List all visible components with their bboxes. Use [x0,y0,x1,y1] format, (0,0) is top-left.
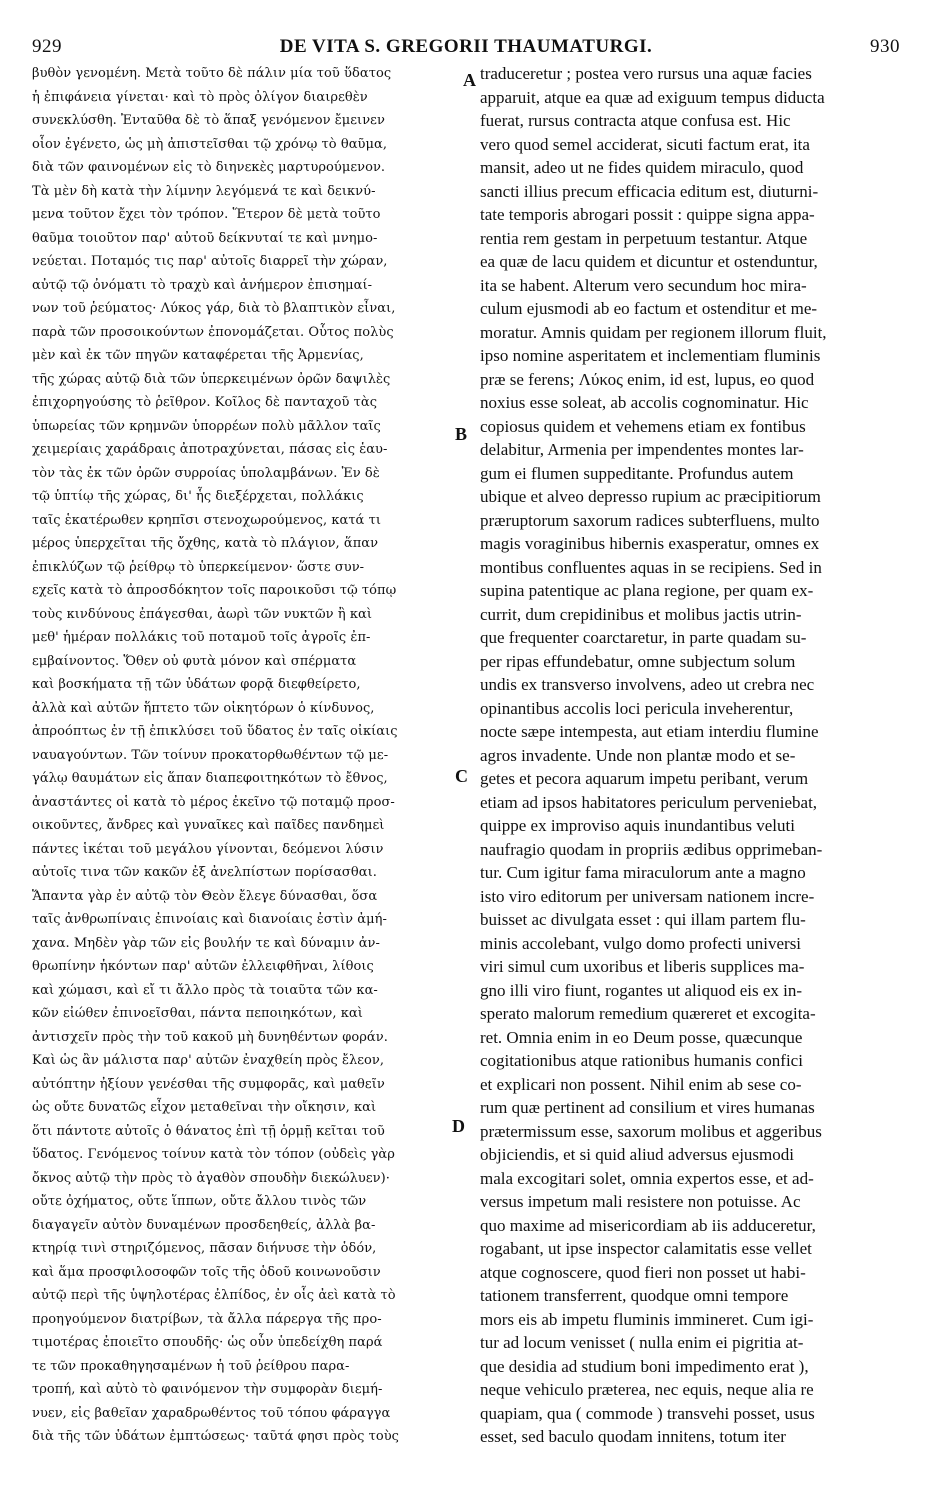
greek-text-line: θαῦμα τοιοῦτον παρ' αὐτοῦ δείκνυταί τε καὶ μνημο- [32,230,378,246]
greek-text-line: αὐτοῖς τινα τῶν κακῶν ἐξ ἀνελπίστων πορίσασθαι. [32,865,377,880]
latin-text-line: atque cognoscere, quod fieri non posset ut habi- [480,1262,806,1282]
greek-text-line: ὑπωρείας τῶν κρημνῶν ὑπορρέων πολὺ μᾶλλον ταῖς [32,418,381,434]
greek-text-line: νυεν, εἰς βαθεῖαν χαραδρωθέντος τοῦ τόπου φάραγγα [32,1405,391,1421]
latin-text-line: moratur. Amnis quidam per regionem illorum fluit, [480,322,827,342]
greek-text-line: τιμοτέρας ἐποιεῖτο σπουδῆς· ὡς οὖν ὑπεδείχθη παρά [32,1335,383,1350]
section-marker-d: D [452,1116,465,1136]
latin-text-line: undis ex transverso involvens, adeo ut crebra nec [480,675,815,694]
greek-text-line: Καὶ ὡς ἂν μάλιστα παρ' αὐτῶν ἐναχθείη πρὸς ἔλεον, [32,1053,385,1068]
greek-text-line: οικοῦντες, ἄνδρες καὶ γυναῖκες καὶ παῖδες πανδημεὶ [32,818,385,833]
latin-text-line: minis accolebant, vulgo domo profecti universi [480,933,802,953]
greek-text-line: καὶ βοσκήματα τῇ τῶν ὑδάτων φορᾷ διεφθείρετο, [32,677,361,692]
latin-text-line: rentia rem gestam in perpetuum testantur. Atque [480,228,808,248]
latin-text-line: currit, dum crepidinibus et molibus jactis utrin- [480,604,802,624]
latin-text-line: quippe ex improviso aquis inundantibus veluti [480,816,795,835]
latin-text-line: præruptorum saxorum radices subterfluens, multo [480,510,820,530]
greek-text-line: αὐτόπτην ἠξίουν γενέσθαι τῆς συμφορᾶς, καὶ μαθεῖν [32,1076,385,1092]
greek-text-line: οὔτε ὀχήματος, οὔτε ἵππων, οὔτε ἄλλου τινὸς τῶν [32,1194,367,1209]
greek-text-line: τῷ ὑπτίῳ τῆς χώρας, δι' ἧς διεξέρχεται, πολλάκις [32,489,364,504]
greek-text-line: νεύεται. Ποταμός τις παρ' αὐτοῖς διαρρεῖ τὴν χώραν, [32,254,388,269]
latin-text-line: ubique et alveo depresso rupium ac præcipitiorum [480,487,821,506]
greek-text-line: ἐπιχορηγούσης τὸ ῥεῖθρον. Κοῖλος δὲ πανταχοῦ τὰς [32,395,378,410]
running-title: DE VITA S. GREGORII THAUMATURGI. [279,36,653,57]
greek-text-line: ὡς οὔτε δυνατῶς εἶχον μεταθεῖναι τὴν οἴκησιν, καὶ [32,1100,377,1115]
latin-text-line: sancti illius precum efficacia editum est, diuturni- [480,181,819,201]
greek-text-line: αὐτῷ περὶ τῆς ὑψηλοτέρας ἐλπίδος, ἐν οἷς ἀεὶ κατὰ τὸ [32,1288,396,1303]
latin-text-line: prætermissum esse, saxorum molibus et aggeribus [480,1121,822,1141]
greek-text-line: εχεῖς κατὰ τὸ ἀπροσδόκητον τοῖς παροικοῦσι τῷ τόπῳ [32,583,397,598]
greek-text-line: διαγαγεῖν αὐτὸν δυναμένων προσδεηθείς, ἀλλὰ βα- [32,1217,376,1233]
latin-text-line: ipso nomine asperitatem et inclementiam fluminis [480,346,821,365]
greek-text-line: ταῖς ἑκατέρωθεν κρηπῖσι στενοχωρούμενος, κατά τι [32,512,381,528]
latin-text-line: etiam ad ipsos habitatores periculum perveniebat, [480,792,818,812]
running-header [32,34,900,60]
greek-text-line: κτηρίᾳ τινὶ στηριζόμενος, πᾶσαν διήνυσε τὴν ὁδόν, [32,1241,377,1256]
latin-text-line: opinantibus accolis loci pericula inveherentur, [480,698,794,718]
greek-text-line: κῶν εἰώθεν ἐπινοεῖσθαι, πάντα πεποιηκότων, καὶ [32,1006,363,1021]
latin-text-line: mansit, adeo ut ne fides quidem miraculo, quod [480,158,804,177]
right-page-number: 930 [870,36,900,57]
latin-text-line: quapiam, qua ( commode ) transvehi posset, usus [480,1403,815,1423]
latin-text-line: magis voraginibus hibernis exasperatur, omnes ex [480,534,820,553]
latin-text-line: neque vehiculo præterea, nec equis, neque alia re [480,1380,814,1399]
latin-text-line: objiciendis, et si quid aliud adversus ejusmodi [480,1145,794,1164]
greek-text-line: ὄκνος αὐτῷ τὴν πρὸς τὸ ἀγαθὸν σπουδὴν διεκώλυεν)· [32,1170,390,1186]
greek-text-line: ἡ ἐπιφάνεια γίνεται· καὶ τὸ πρὸς ὀλίγον διαιρεθὲν [32,89,368,105]
greek-text-line: οἷον ἐγένετο, ὡς μὴ ἀπιστεῖσθαι τῷ χρόνῳ τὸ θαῦμα, [32,136,388,152]
latin-text-line: fuerat, rursus contracta atque confusa est. Hic [480,111,791,130]
greek-text-line: πάντες ἱκέται τοῦ μεγάλου γίνονται, δεόμενοι λύσιν [32,841,384,857]
greek-text-line: ὕδατος. Γενόμενος τοίνυν κατὰ τὸν τόπον (οὐδεὶς γὰρ [32,1147,395,1162]
greek-text-line: μὲν καὶ ἐκ τῶν πηγῶν καταφέρεται τῆς Ἀρμενίας, [32,348,364,363]
latin-text-line: que frequenter coarctaretur, in parte quadam su- [480,628,807,647]
greek-text-line: τε τῶν προκαθηγησαμένων ἡ τοῦ ῥείθρου παρα- [32,1358,350,1374]
latin-text-line: culum ejusmodi ab eo factum et ostenditur et me- [480,299,818,318]
latin-text-line: gum ei flumen suppeditante. Profundus autem [480,463,794,483]
greek-text-line: ἀναστάντες οἱ κατὰ τὸ μέρος ἐκεῖνο τῷ ποταμῷ προσ- [32,794,395,810]
greek-text-line: θρωπίνην ἡκόντων παρ' αὐτῶν ἐλλειφθῆναι, λίθοις [32,959,374,974]
latin-text-line: ita se habent. Alterum vero secundum hoc mira- [480,275,807,295]
latin-text-line: traduceretur ; postea vero rursus una aquæ facies [480,64,812,83]
latin-text-line: per ripas effundebatur, omne subjectum solum [480,651,796,671]
greek-text-line: Τὰ μὲν δὴ κατὰ τὴν λίμνην λεγόμενά τε καὶ δεικνύ- [32,183,376,199]
greek-text-line: καὶ χώμασι, καὶ εἴ τι ἄλλο πρὸς τὰ τοιαῦτα τῶν κα- [32,982,378,998]
latin-text-line: mala excogitari solet, omnia expertos esse, et ad- [480,1168,814,1188]
greek-text-line: νων τοῦ ῥεύματος· Λύκος γάρ, διὰ τὸ βλαπτικὸν εἶναι, [32,301,396,316]
greek-text-line: μεθ' ἡμέραν πολλάκις τοῦ ποταμοῦ τοῖς ἀγροῖς ἐπ- [32,630,371,645]
latin-text-line: supina patentique ac plana regione, per quam ex- [480,581,814,600]
latin-text-line: copiosus quidem et vehemens etiam ex fontibus [480,416,806,436]
greek-text-line: γάλῳ θαυμάτων εἰς ἅπαν διαπεφοιτηκότων τὸ ἔθνος, [32,771,388,786]
latin-text-line: apparuit, atque ea quæ ad exiguum tempus diducta [480,87,825,107]
greek-text-line: μέρος ὑπερχεῖται τῆς ὄχθης, κατὰ τὸ πλάγιον, ἅπαν [32,536,379,551]
greek-text-line: ἀντισχεῖν πρὸς τὴν τοῦ κακοῦ μὴ δυνηθέντων φοράν. [32,1029,388,1045]
latin-text-line: versus impetum mali resistere non potuisse. Ac [480,1192,801,1211]
greek-text-line: τῆς χώρας αὐτῷ διὰ τῶν ὑπερκειμένων ὀρῶν δαψιλὲς [32,371,391,387]
greek-text-line: ταῖς ἀνθρωπίναις ἐπινοίαις καὶ διανοίαις ἐστὶν ἀμή- [32,912,387,927]
greek-text-line: χανα. Μηδὲν γὰρ τῶν εἰς βουλήν τε καὶ δύναμιν ἀν- [32,935,380,951]
latin-text-line: mors eis ab impetu fluminis immineret. Cum igi- [480,1309,814,1329]
greek-text-line: συνεκλύσθη. Ἐνταῦθα δὲ τὸ ἅπαξ γενόμενον ἔμεινεν [32,113,385,128]
greek-text-line: χειμερίαις χαράδραις ἀποτραχύνεται, πάσας εἰς ἑαυ- [32,442,388,457]
latin-text-line: et explicari non possent. Nihil enim ab sese co- [480,1074,802,1094]
latin-text-line: tate temporis abrogari possit : quippe signa appa- [480,205,815,224]
latin-text-line: naufragio quodam in propriis ædibus opprimeban- [480,839,823,859]
latin-text-line: tur. Cum igitur fama miraculorum ante a magno [480,863,806,882]
latin-text-line: cogitationibus atque rationibus humanis confici [480,1051,803,1070]
latin-text-line: rum quæ pertinent ad consilium et vires humanas [480,1098,815,1117]
latin-text-line: tationem transferrent, quodque omni tempore [480,1286,789,1305]
greek-text-line: ναυαγούντων. Τῶν τοίνυν προκατορθωθέντων τῷ με- [32,747,389,763]
latin-text-line: rogabant, ut ipse inspector calamitatis esse vellet [480,1239,812,1258]
latin-text-line: ret. Omnia enim in eo Deum posse, quæcunque [480,1027,803,1047]
greek-text-line: ἀλλὰ καὶ αὐτῶν ἥπτετο τῶν οἰκητόρων ὁ κίνδυνος, [32,700,375,716]
latin-text-line: præ se ferens; Λύκος enim, id est, lupus, eo quod [480,369,815,389]
greek-text-line: μενα τοῦτον ἔχει τὸν τρόπον. Ἕτερον δὲ μετὰ τοῦτο [32,207,381,222]
greek-text-line: ἐπικλύζων τῷ ῥείθρῳ τὸ ὑπερκείμενον· ὥστε συν- [32,559,365,575]
greek-text-line: καὶ ἅμα προσφιλοσοφῶν τοῖς τῆς ὁδοῦ κοινωνοῦσιν [32,1264,381,1280]
greek-text-line: διὰ τῶν φαινομένων εἰς τὸ διηνεκὲς μαρτυρούμενον. [32,160,386,175]
latin-text-line: ea quæ de lacu quidem et dicuntur et ostenduntur, [480,252,818,271]
latin-text-line: getes et pecora aquarum impetu peribant, verum [480,769,809,788]
latin-text-line: vero quod semel acciderat, sicuti factum erat, ita [480,134,810,154]
latin-text-line: sperato malorum remedium quæreret et excogita- [480,1004,816,1023]
latin-text-line: delabitur, Armenia per impendentes montes lar- [480,440,804,459]
greek-text-line: βυθὸν γενομένη. Μετὰ τοῦτο δὲ πάλιν μία τοῦ ὕδατος [32,66,392,81]
latin-text-line: esset, sed baculo quodam innitens, totum iter [480,1427,786,1446]
greek-text-line: διὰ τῆς τῶν ὑδάτων ἐμπτώσεως· ταῦτά φησι πρὸς τοὺς [32,1429,400,1444]
latin-text-line: buisset ac divulgata esset : qui illam partem flu- [480,910,806,929]
latin-text-line: gno illi viro fiunt, rogantes ut aliquod eis ex in- [480,980,803,1000]
greek-text-line: τὸν τὰς ἐκ τῶν ὀρῶν συρροίας ὑπολαμβάνων. Ἐν δὲ [32,465,380,481]
greek-text-line: αὐτῷ τῷ ὀνόματι τὸ τραχὺ καὶ ἀνήμερον ἐπισημαί- [32,277,373,293]
greek-text-line: τροπή, καὶ αὐτὸ τὸ φαινόμενον τὴν συμφορὰν διεμή- [32,1382,383,1397]
latin-text-line: agros invadente. Unde non plantæ modo et se- [480,745,796,765]
latin-column [480,62,895,1449]
greek-text-line: εμβαίνοντος. Ὅθεν οὐ φυτὰ μόνον καὶ σπέρματα [32,653,357,669]
section-marker-a: A [463,70,476,90]
latin-text-line: isto viro editorum per universam nationem incre- [480,886,815,906]
greek-text-line: ἀπροόπτως ἐν τῇ ἐπικλύσει τοῦ ὕδατος ἐν ταῖς οἰκίαις [32,724,398,739]
greek-text-line: παρὰ τῶν προσοικούντων ἐπονομάζεται. Οὗτος πολὺς [32,324,394,340]
greek-column [32,62,462,1449]
latin-text-line: montibus confluentes aquas in se recipiens. Sed in [480,557,822,577]
latin-text-line: viri simul cum uxoribus et liberis supplices ma- [480,957,805,976]
greek-text-line: ὅτι πάντοτε αὐτοῖς ὁ θάνατος ἐπὶ τῇ ὁρμῇ κεῖται τοῦ [32,1123,385,1139]
greek-text-line: Ἅπαντα γὰρ ἐν αὐτῷ τὸν Θεὸν ἔλεγε δύνασθαι, ὅσα [32,888,378,904]
greek-text-line: προηγούμενον διατρίβων, τὰ ἄλλα πάρεργα τῆς προ- [32,1311,382,1327]
left-page-number: 929 [32,36,62,57]
section-marker-c: C [455,766,468,786]
latin-text-line: noxius esse soleat, ab accolis cognominatur. Hic [480,393,809,412]
section-marker-b: B [455,424,468,444]
latin-text-line: quo maxime ad misericordiam ab iis adduceretur, [480,1215,816,1235]
latin-text-line: tur ad locum venisset ( nulla enim ei pigritia at- [480,1333,804,1352]
latin-text-line: que desidia ad studium boni impedimento erat ), [480,1356,809,1376]
greek-text-line: τοὺς κινδύνους ἐπάγεσθαι, ἀωρὶ τῶν νυκτῶν ἢ καὶ [32,606,372,622]
latin-text-line: nocte sæpe intempesta, aut etiam interdiu flumine [480,722,819,741]
